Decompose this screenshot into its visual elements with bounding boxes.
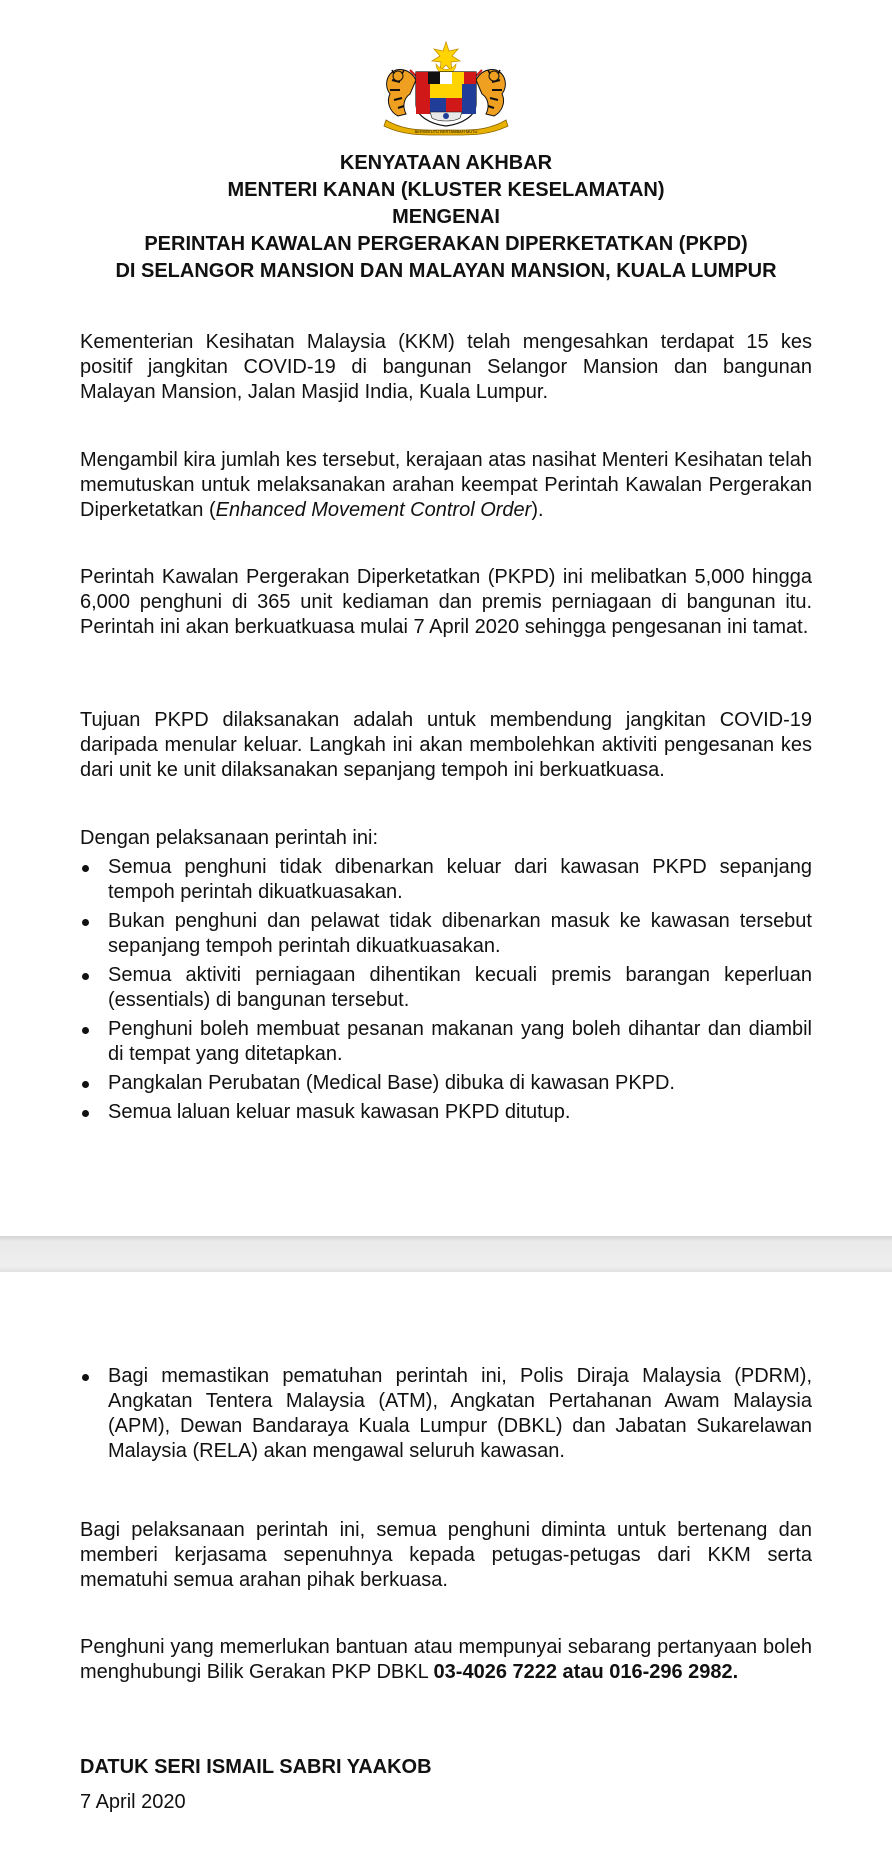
heading-line-location: DI SELANGOR MANSION DAN MALAYAN MANSION, KUALA LUMPUR (115, 260, 777, 282)
paragraph-decision-italic: Enhanced Movement Control Order (215, 499, 532, 521)
list-item: Semua aktiviti perniagaan dihentikan kecuali premis barangan keperluan (essentials) di bangunan tersebut. (80, 963, 812, 1013)
signatory-name: DATUK SERI ISMAIL SABRI YAAKOB (80, 1756, 432, 1778)
heading-line-regarding: MENGENAI (392, 206, 500, 228)
press-release-heading (60, 150, 832, 285)
measures-list-container (80, 855, 812, 1129)
malaysia-coat-of-arms-logo (376, 40, 516, 136)
page-separator (0, 1236, 892, 1272)
federal-star (432, 42, 460, 74)
enforcement-list (80, 1364, 812, 1464)
heading-line-press-statement: KENYATAAN AKHBAR (339, 152, 553, 174)
list-item: Bukan penghuni dan pelawat tidak dibenarkan masuk ke kawasan tersebut sepanjang tempoh perintah dikuatkuasakan. (80, 909, 812, 959)
paragraph-cases: Kementerian Kesihatan Malaysia (KKM) telah mengesahkan terdapat 15 kes positif jangkitan COVID-19 di bangunan Selangor Mansion dan bangunan Malayan Mansion, Jalan Masjid India, Kuala Lumpur. (80, 331, 812, 403)
enforcement-list-container (80, 1364, 812, 1468)
paragraph-contact-text: Penghuni yang memerlukan bantuan atau mempunyai sebarang pertanyaan boleh menghubungi Bilik Gerakan PKP DBKL (80, 1636, 812, 1683)
list-item: Pangkalan Perubatan (Medical Base) dibuka di kawasan PKPD. (80, 1071, 812, 1096)
paragraph-decision-text: Mengambil kira jumlah kes tersebut, kerajaan atas nasihat Menteri Kesihatan telah memutuskan untuk melaksanakan arahan keempat Perintah Kawalan Pergerakan Diperketatkan ( (80, 449, 812, 521)
paragraph-purpose: Tujuan PKPD dilaksanakan adalah untuk membendung jangkitan COVID-19 daripada menular keluar. Langkah ini akan membolehkan aktiviti pengesanan kes dari unit ke unit dilaksanakan sepanjang tempoh ini berkuatkuasa. (80, 709, 812, 781)
left-tiger (387, 69, 416, 116)
measures-list (80, 855, 812, 1125)
list-intro: Dengan pelaksanaan perintah ini: (80, 827, 378, 849)
paragraph-decision-end: ). (531, 499, 544, 521)
right-tiger (476, 69, 505, 116)
paragraph-scope: Perintah Kawalan Pergerakan Diperketatkan (PKPD) ini melibatkan 5,000 hingga 6,000 penghuni di 365 unit kediaman dan premis perniagaan di bangunan itu. Perintah ini akan berkuatkuasa mulai 7 April 2020 sehingga pengesanan ini tamat. (80, 566, 812, 638)
heading-line-minister: MENTERI KANAN (KLUSTER KESELAMATAN) (227, 179, 665, 201)
paragraph-cooperation: Bagi pelaksanaan perintah ini, semua penghuni diminta untuk bertenang dan memberi kerjasama sepenuhnya kepada petugas-petugas dari KKM serta mematuhi semua arahan pihak berkuasa. (80, 1519, 812, 1591)
paragraph-contact (80, 1635, 812, 1685)
list-item: Semua laluan keluar masuk kawasan PKPD ditutup. (80, 1100, 812, 1125)
motto-text: BERSEKUTU BERTAMBAH MUTU (414, 129, 478, 134)
statement-date: 7 April 2020 (80, 1791, 186, 1813)
list-item: Bagi memastikan pematuhan perintah ini, Polis Diraja Malaysia (PDRM), Angkatan Tentera Malaysia (ATM), Angkatan Pertahanan Awam Malaysia (APM), Dewan Bandaraya Kuala Lumpur (DBKL) dan Jabatan Sukarelawan Malaysia (RELA) akan mengawal seluruh kawasan. (80, 1364, 812, 1464)
document-page-2 (0, 1272, 892, 1854)
contact-phone-numbers: 03-4026 7222 atau 016-296 2982. (433, 1661, 739, 1683)
list-item: Semua penghuni tidak dibenarkan keluar dari kawasan PKPD sepanjang tempoh perintah dikuatkuasakan. (80, 855, 812, 905)
heading-line-order: PERINTAH KAWALAN PERGERAKAN DIPERKETATKAN (PKPD) (144, 233, 748, 255)
list-item: Penghuni boleh membuat pesanan makanan yang boleh dihantar dan diambil di tempat yang ditetapkan. (80, 1017, 812, 1067)
shield (416, 72, 476, 126)
paragraph-decision (80, 448, 812, 523)
